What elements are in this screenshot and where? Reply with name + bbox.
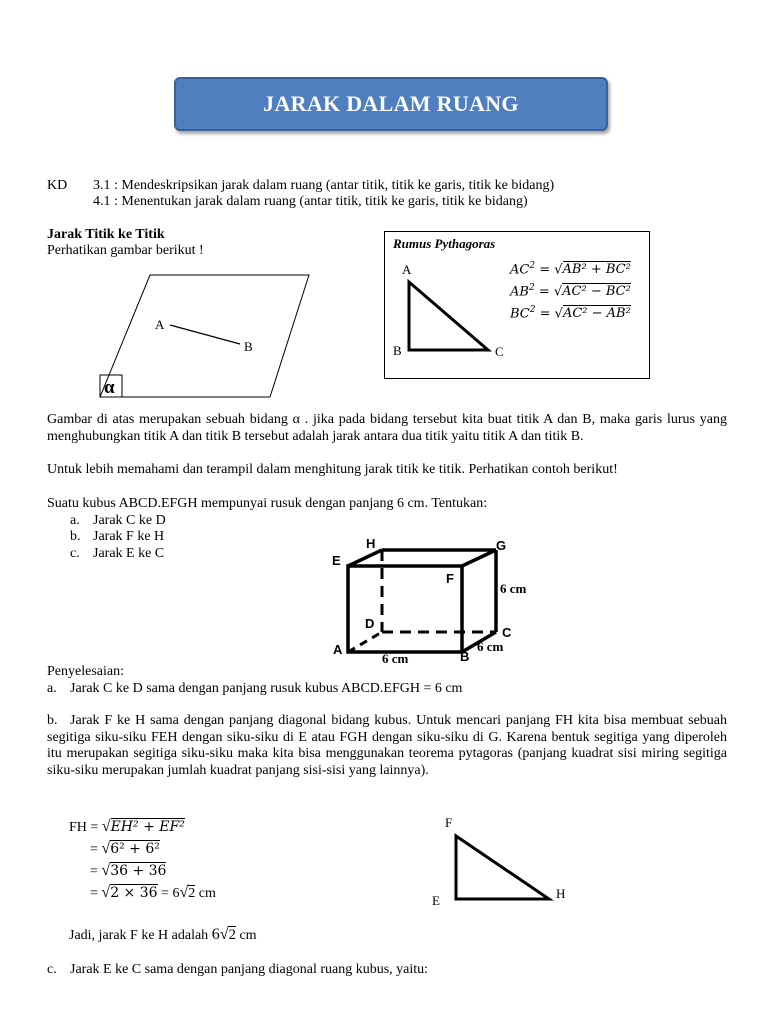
fh-eq-4: = xyxy=(90,886,98,901)
cube-label-b: B xyxy=(460,649,470,664)
question-item-b: Jarak F ke H xyxy=(93,529,165,544)
solution-heading: Penyelesaian: xyxy=(47,664,124,679)
tri-label-b: B xyxy=(393,343,402,358)
right-triangle xyxy=(409,282,488,350)
triangle-feh-figure xyxy=(425,812,585,912)
fh-step-4: 2 × 36 xyxy=(110,885,158,901)
formula-1: $AC^2 = √AB^2 + BC^2$ xyxy=(510,261,631,278)
fh-conclusion-rad: 2 xyxy=(228,927,236,943)
cube-edge-fg xyxy=(462,550,496,566)
question-item-a: Jarak C ke D xyxy=(93,513,166,528)
alpha-symbol: α xyxy=(104,377,115,398)
question-item-a-marker: a. xyxy=(70,513,80,528)
triangle-feh xyxy=(456,836,549,899)
fh-step-2: 6² + 6² xyxy=(110,841,160,857)
solution-b-text: Jarak F ke H sama dengan panjang diagonal bidang kubus. Untuk mencari panjang FH kita bisa membuat sebuah segitiga siku-siku FEH dengan siku-siku di E atau FGH dengan siku-siku di G. Karena bentuk segitiga yang diperoleh itu merupakan segitiga siku-siku maka kita bisa menggunakan teorema pytagoras (panjang kuadrat sisi miring segitiga siku-siku merupakan jumlah kuadrat panjang sisi-sisi yang lainnya). xyxy=(47,713,727,778)
tri-label-a: A xyxy=(402,262,412,277)
plane-alpha-figure xyxy=(80,268,320,404)
question-item-c-marker: c. xyxy=(70,546,80,561)
cube-edge-side-label: 6 cm xyxy=(477,639,504,654)
kd-line-2: 4.1 : Menentukan jarak dalam ruang (antar titik, titik ke garis, titik ke bidang) xyxy=(93,194,528,209)
cube-label-c: C xyxy=(502,625,512,640)
kd-line-1: 3.1 : Mendeskripsikan jarak dalam ruang (antar titik, titik ke garis, titik ke bidang) xyxy=(93,178,555,193)
paragraph-2: Untuk lebih memahami dan terampil dalam menghitung jarak titik ke titik. Perhatikan contoh berikut! xyxy=(47,462,618,477)
fh-line-3: = √36 + 36 xyxy=(90,862,167,879)
question-intro: Suatu kubus ABCD.EFGH mempunyai rusuk dengan panjang 6 cm. Tentukan: xyxy=(47,496,488,511)
tri-feh-label-h: H xyxy=(556,886,566,901)
cube-edge-height-label: 6 cm xyxy=(500,581,527,596)
formula-3: $BC^2 = √AC^2 - AB^2$ xyxy=(510,305,631,322)
fh-step-4-result: = 6 xyxy=(161,886,180,901)
fh-eq-3: = xyxy=(90,864,98,879)
tri-feh-label-e: E xyxy=(432,893,440,908)
cube-edge-bottom-label: 6 cm xyxy=(382,651,409,666)
page-title: JARAK DALAM RUANG xyxy=(263,90,519,116)
cube-label-f: F xyxy=(446,571,454,586)
pythagoras-box xyxy=(384,231,650,379)
fh-line-2: = √6² + 6² xyxy=(90,840,160,857)
section-intro: Perhatikan gambar berikut ! xyxy=(47,243,204,258)
cube-figure xyxy=(320,530,550,670)
solution-c-marker: c. xyxy=(47,962,57,977)
fh-step-4-unit: cm xyxy=(198,886,216,901)
question-item-c: Jarak E ke C xyxy=(93,546,165,561)
fh-line-4: = √2 × 36 = 6√2 cm xyxy=(90,884,216,901)
fh-line-1: FH = √EH² + EF² xyxy=(69,818,185,835)
fh-eq-2: = xyxy=(90,842,98,857)
formula-1-lhs: AC xyxy=(510,262,530,278)
solution-a-text: Jarak C ke D sama dengan panjang rusuk kubus ABCD.EFGH = 6 cm xyxy=(70,681,463,696)
fh-step-3: 36 + 36 xyxy=(110,863,167,879)
solution-c-text: Jarak E ke C sama dengan panjang diagonal ruang kubus, yaitu: xyxy=(70,962,429,977)
question-item-b-marker: b. xyxy=(70,529,81,544)
formula-2: $AB^2 = √AC^2 - BC^2$ xyxy=(510,283,631,300)
cube-label-h: H xyxy=(366,536,376,551)
kd-label: KD xyxy=(47,178,68,193)
fh-step-4-rad: 2 xyxy=(188,886,196,901)
segment-ab xyxy=(170,325,240,344)
cube-front-face xyxy=(348,566,462,652)
plane-point-a: A xyxy=(155,317,165,332)
section-heading: Jarak Titik ke Titik xyxy=(47,227,165,242)
solution-a-marker: a. xyxy=(47,681,57,696)
cube-label-e: E xyxy=(332,553,341,568)
cube-edge-eh xyxy=(348,550,382,566)
cube-label-a: A xyxy=(333,642,343,657)
formula-1-rhs: AB² + BC² xyxy=(562,262,631,278)
title-banner xyxy=(174,77,608,131)
fh-step-1: EH² + EF² xyxy=(110,819,185,835)
cube-label-g: G xyxy=(496,538,507,553)
solution-b-marker: b. xyxy=(47,713,58,728)
pythagoras-title: Rumus Pythagoras xyxy=(393,236,496,251)
fh-label: FH = xyxy=(69,820,99,835)
plane-point-b: B xyxy=(244,339,253,354)
formula-2-rhs: AC² − BC² xyxy=(562,284,631,300)
plane-outline xyxy=(100,275,309,397)
fh-conclusion-prefix: Jadi, jarak F ke H adalah xyxy=(69,928,209,943)
tri-feh-label-f: F xyxy=(445,815,453,830)
fh-conclusion-coef: 6 xyxy=(211,926,220,943)
fh-conclusion: Jadi, jarak F ke H adalah 6√2 cm xyxy=(69,926,257,943)
formula-2-lhs: AB xyxy=(510,284,529,300)
cube-edge-ad xyxy=(348,632,382,652)
tri-label-c: C xyxy=(495,344,504,359)
fh-conclusion-unit: cm xyxy=(239,928,257,943)
formula-3-rhs: AC² − AB² xyxy=(562,306,631,322)
cube-label-d: D xyxy=(365,616,375,631)
paragraph-1: Gambar di atas merupakan sebuah bidang α . jika pada bidang tersebut kita buat titik A dan B, maka garis lurus yang menghubungkan titik A dan titik B tersebut adalah jarak antara dua titik yaitu titik A dan titik B. xyxy=(47,412,727,444)
formula-3-lhs: BC xyxy=(510,306,530,322)
